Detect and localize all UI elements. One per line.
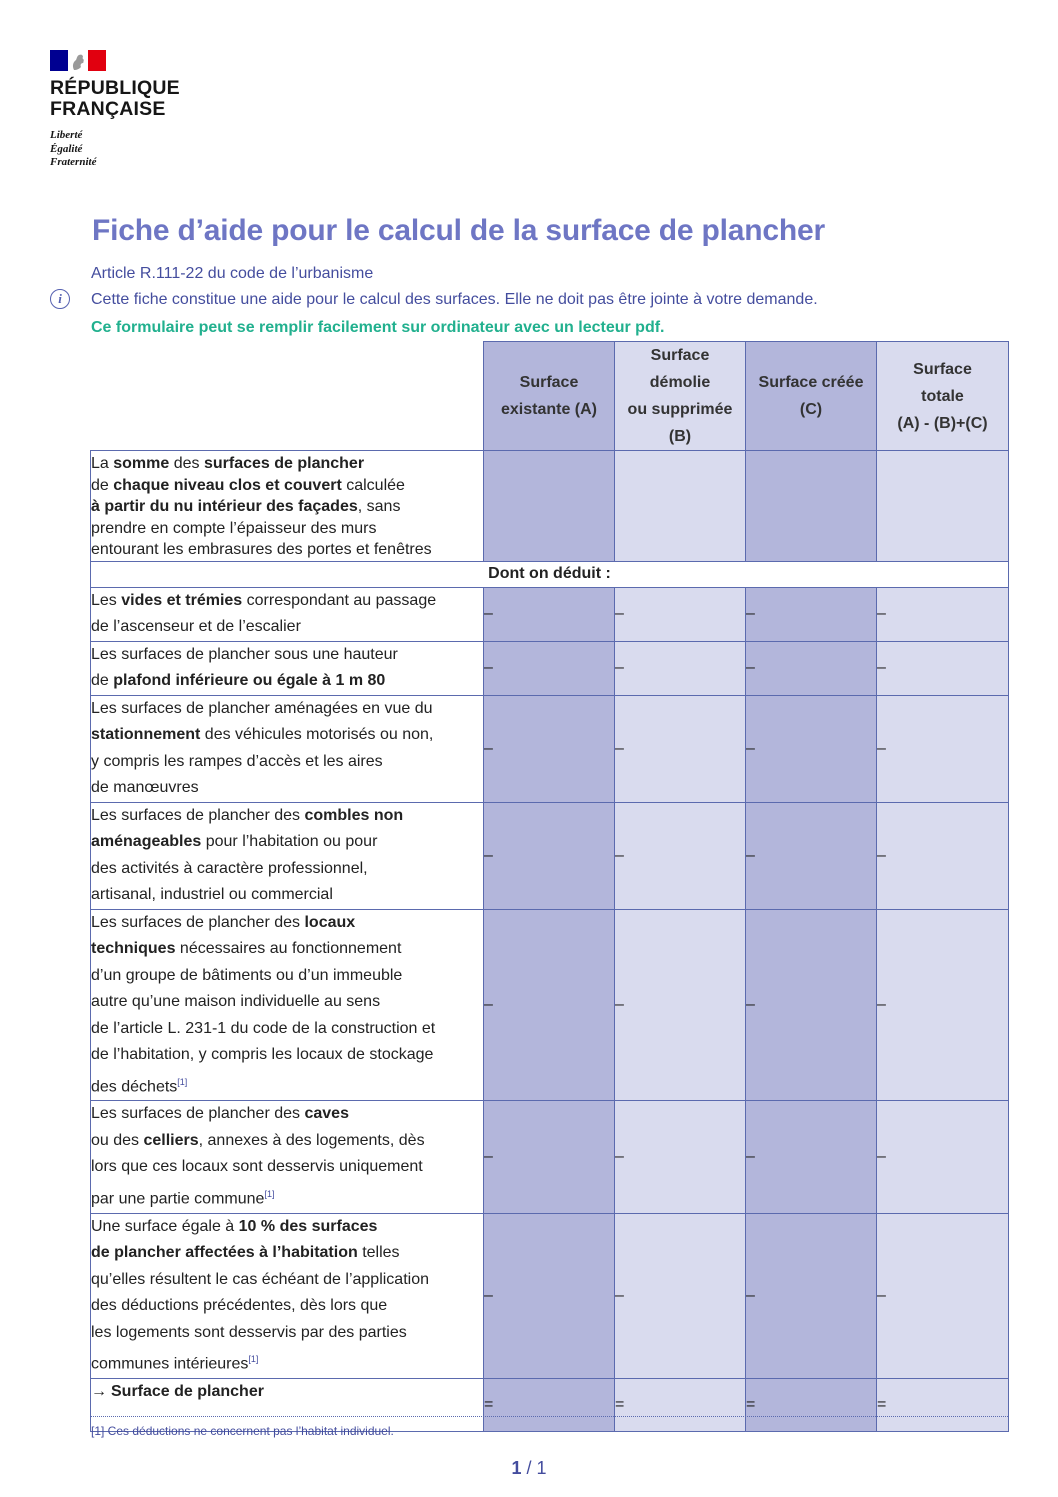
input-cell-c[interactable]: – [746,641,877,695]
deduction-heading: Dont on déduit : [91,561,1009,587]
table-row [91,802,1009,909]
page-title: Fiche d’aide pour le calcul de la surface de plancher [92,214,825,247]
input-cell-c[interactable]: – [746,1213,877,1378]
row-label [91,451,484,562]
text: communes intérieures [91,1355,249,1373]
text: de l’ascenseur et de l’escalier [91,618,301,635]
info-icon: i [50,289,70,309]
text-bold: surfaces de plancher [203,455,365,472]
text: Les surfaces de plancher aménagées en vue du [91,699,433,717]
text: des activités à caractère professionnel, [91,859,368,877]
input-cell-total[interactable] [877,451,1009,562]
text: autre qu’une maison individuelle au sens [91,993,381,1010]
surface-calculation-table [90,341,1009,1432]
text-bold: somme [113,455,170,472]
text: y compris les rampes d’accès et les aires [91,752,383,770]
text: Les [91,591,122,609]
text: qu’elles résultent le cas échéant de l’application [91,1270,429,1288]
text: Une surface égale à [91,1217,239,1235]
header-b-line: ou supprimée [627,401,733,418]
text-bold: caves [304,1105,349,1123]
text: de l’article L. 231-1 du code de la construction et [91,1019,436,1037]
text-bold: aménageables [91,833,202,850]
input-cell-c[interactable]: – [746,695,877,802]
motto-liberte: Liberté [50,129,83,141]
input-cell-a[interactable]: – [484,1101,615,1213]
text: , sans [357,498,401,515]
input-cell-b[interactable]: – [615,1101,746,1213]
header-b-line: Surface [650,347,710,364]
header-c-line: Surface créée [758,374,864,391]
text-bold: chaque niveau clos et couvert [113,476,342,494]
input-cell-c[interactable] [746,451,877,562]
header-t-line: totale [921,387,964,405]
input-cell-a[interactable]: – [484,909,615,1101]
text: par une partie commune [91,1190,265,1208]
text: correspondant au passage [242,591,437,609]
page-number [0,1458,1058,1479]
table-row [91,641,1009,695]
table-row [91,1213,1009,1378]
motto [50,129,190,170]
row-label [91,587,484,641]
text: Les surfaces de plancher des [91,913,305,931]
brand-line-1: RÉPUBLIQUE [50,77,180,99]
total-cell-a[interactable]: = [484,1378,615,1431]
text: de [91,476,114,494]
text: des déductions précédentes, dès lors que [91,1297,388,1315]
header-b-line: (B) [668,428,692,445]
row-label [91,695,484,802]
text: telles [357,1244,400,1262]
footnote-divider [90,1416,1008,1417]
brand-line-2: FRANÇAISE [50,98,166,120]
text: artisanal, industriel ou commercial [91,886,333,903]
input-cell-c[interactable]: – [746,1101,877,1213]
text: des [169,455,204,472]
text-bold: techniques [91,940,176,957]
fill-note: Ce formulaire peut se remplir facilement sur ordinateur avec un lecteur pdf. [91,319,665,336]
footnote-ref: [1] [248,1354,259,1365]
text-bold: celliers [143,1131,199,1149]
header-a-line: Surface [519,374,579,391]
text: pour l’habitation ou pour [201,833,378,850]
article-reference: Article R.111-22 du code de l’urbanisme [91,265,374,282]
input-cell-b[interactable]: – [615,1213,746,1378]
text-bold: plafond inférieure ou égale à 1 m 80 [113,672,386,689]
input-cell-total[interactable]: – [877,909,1009,1101]
header-total [877,342,1009,451]
text: des véhicules motorisés ou non, [200,726,434,743]
text: lors que ces locaux sont desservis uniquement [91,1158,423,1176]
footnote: [1] Ces déductions ne concernent pas l’habitat individuel. [91,1424,394,1438]
motto-egalite: Égalité [50,142,83,155]
text: des déchets [91,1077,178,1095]
arrow-right-icon: → [91,1382,107,1400]
text-bold: à partir du nu intérieur des façades [91,498,358,515]
row-label [91,1213,484,1378]
input-cell-b[interactable]: – [615,587,746,641]
input-cell-total[interactable]: – [877,1101,1009,1213]
header-created-c [746,342,877,451]
input-cell-a[interactable]: – [484,802,615,909]
text: de l’habitation, y compris les locaux de stockage [91,1046,434,1063]
row-label [91,1101,484,1213]
text: d’un groupe de bâtiments ou d’un immeuble [91,966,403,984]
current-page: 1 [511,1458,522,1478]
input-cell-a[interactable]: – [484,695,615,802]
table-row [91,587,1009,641]
table-row [91,695,1009,802]
text: Les surfaces de plancher des [91,806,305,824]
brand-name [50,78,190,120]
table-row [91,1101,1009,1213]
flag-marianne-icon [50,50,106,71]
text-bold: locaux [304,913,356,931]
text: de manœuvres [91,779,199,796]
header-existing-a [484,342,615,451]
input-cell-total[interactable]: – [877,802,1009,909]
text: Les surfaces de plancher sous une hauteur [91,645,398,663]
text: Les surfaces de plancher des [91,1105,305,1123]
total-pages: 1 [536,1458,547,1478]
text: ou des [91,1131,144,1149]
text: de [91,672,114,689]
header-t-line: (A) - (B)+(C) [897,414,988,432]
header-c-line: (C) [799,401,823,418]
total-cell-c[interactable]: = [746,1378,877,1431]
input-cell-total[interactable]: – [877,587,1009,641]
input-cell-total[interactable]: – [877,1213,1009,1378]
text-bold: stationnement [91,726,201,743]
input-cell-a[interactable]: – [484,587,615,641]
footnote-ref: [1] [177,1076,188,1087]
header-a-line: existante (A) [500,401,598,418]
input-cell-c[interactable]: – [746,587,877,641]
text: nécessaires au fonctionnement [175,940,402,957]
text: les logements sont desservis par des parties [91,1323,407,1341]
republique-francaise-logo [50,50,190,170]
row-label [91,802,484,909]
input-cell-c[interactable]: – [746,909,877,1101]
footnote-ref: [1] [264,1188,275,1199]
separator-row [91,561,1009,587]
input-cell-a[interactable]: – [484,1213,615,1378]
header-demolished-b [615,342,746,451]
input-cell-a[interactable] [484,451,615,562]
table-row-sum [91,451,1009,562]
total-cell-b[interactable]: = [615,1378,746,1431]
header-b-line: démolie [649,374,711,391]
text: calculée [341,476,405,494]
header-row [91,342,1009,451]
motto-fraternite: Fraternité [50,156,97,168]
text: , annexes à des logements, dès [198,1131,425,1149]
table-row [91,909,1009,1101]
info-text: Cette fiche constitue une aide pour le calcul des surfaces. Elle ne doit pas être jointe à votre demande. [91,291,818,308]
text: entourant les embrasures des portes et fenêtres [91,541,432,558]
page-separator: / [521,1458,537,1478]
text-bold: 10 % des surfaces [238,1217,378,1235]
header-t-line: Surface [913,360,972,378]
total-cell-total[interactable]: = [877,1378,1009,1431]
input-cell-b[interactable]: – [615,802,746,909]
text-bold: vides et trémies [121,591,243,609]
input-cell-total[interactable]: – [877,641,1009,695]
row-label [91,641,484,695]
text: La [91,455,114,472]
text-bold: de plancher affectées à l’habitation [91,1244,358,1262]
input-cell-b[interactable]: – [615,695,746,802]
input-cell-b[interactable] [615,451,746,562]
input-cell-a[interactable]: – [484,641,615,695]
input-cell-b[interactable]: – [615,909,746,1101]
text: prendre en compte l’épaisseur des murs [91,519,377,537]
input-cell-total[interactable]: – [877,695,1009,802]
input-cell-c[interactable]: – [746,802,877,909]
text-bold: combles non [304,806,404,824]
input-cell-b[interactable]: – [615,641,746,695]
row-label [91,909,484,1101]
text-bold: Surface de plancher [111,1382,264,1400]
